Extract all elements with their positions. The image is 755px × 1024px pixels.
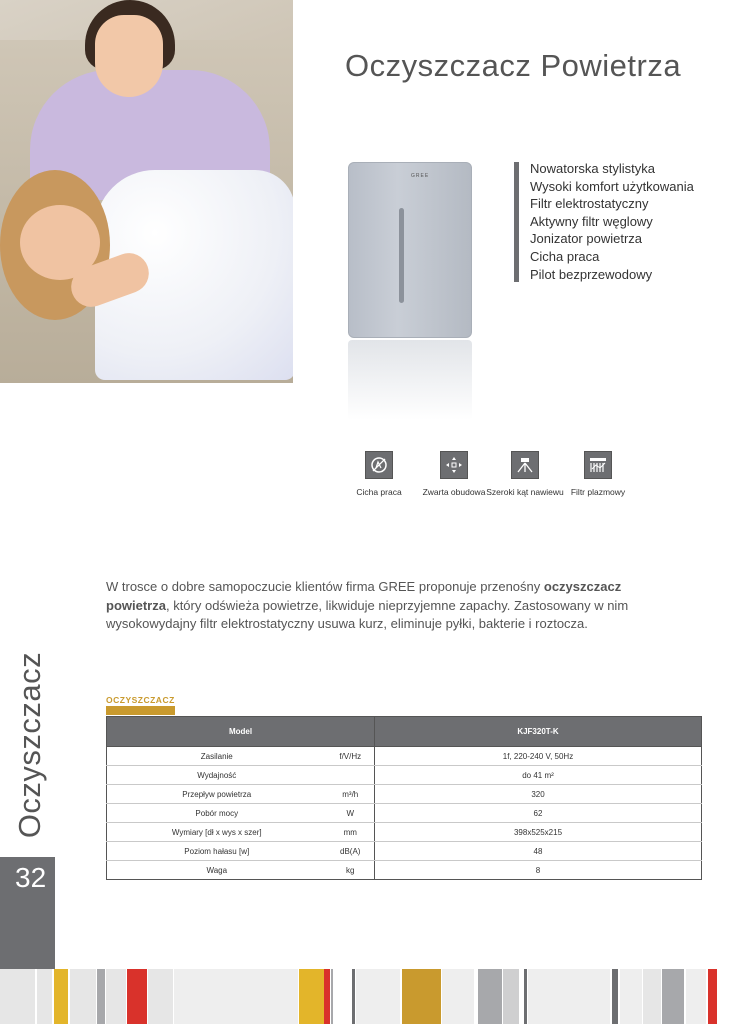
table-row	[107, 861, 702, 880]
spec-unit: m³/h	[327, 785, 375, 804]
spec-value: do 41 m²	[375, 766, 702, 785]
spec-value: 8	[375, 861, 702, 880]
feature-item: Nowatorska stylistyka	[530, 161, 655, 176]
table-row	[107, 785, 702, 804]
table-row	[107, 766, 702, 785]
feature-icon-compact	[414, 451, 494, 497]
spec-unit: dB(A)	[327, 842, 375, 861]
air-purifier-image	[348, 162, 472, 338]
icon-label: Zwarta obudowa	[422, 487, 486, 497]
feature-item: Cicha praca	[530, 248, 600, 264]
page-title: Oczyszczacz Powietrza	[345, 48, 682, 83]
sidebar-section-title	[10, 651, 50, 839]
spec-unit: kg	[327, 861, 375, 880]
wide-airflow-angle-icon	[511, 451, 539, 479]
spec-param: Wymiary [dł x wys x szer]	[107, 823, 327, 842]
plasma-filter-icon	[584, 451, 612, 479]
icon-label: Filtr plazmowy	[570, 487, 626, 497]
device-reflection	[348, 340, 472, 420]
feature-item: Aktywny filtr węglowy	[530, 213, 653, 229]
spec-unit	[327, 766, 375, 785]
table-row	[107, 842, 702, 861]
spec-table	[106, 716, 702, 880]
feature-item: Pilot bezprzewodowy	[530, 266, 653, 282]
spec-header-value: KJF320T-K	[375, 717, 702, 747]
spec-unit: mm	[327, 823, 375, 842]
spec-header-row	[107, 717, 702, 747]
spec-unit: W	[327, 804, 375, 823]
table-row	[107, 804, 702, 823]
spec-value: 398x525x215	[375, 823, 702, 842]
spec-param: Wydajność	[107, 766, 327, 785]
spec-param: Przepływ powietrza	[107, 785, 327, 804]
spec-value: 48	[375, 842, 702, 861]
decorative-stripes	[0, 969, 755, 1024]
page-number: 32	[15, 862, 47, 893]
intro-bold-text: oczyszczacz powietrza	[106, 579, 622, 613]
device-brand-label: GREE	[411, 173, 430, 179]
spec-header-model: Model	[107, 717, 375, 747]
intro-paragraph	[106, 578, 686, 634]
spec-unit: f/V/Hz	[327, 747, 375, 766]
feature-icon-plasma	[558, 451, 638, 497]
quiet-operation-icon	[365, 451, 393, 479]
feature-item: Filtr elektrostatyczny	[530, 196, 649, 212]
spec-param: Poziom hałasu [w]	[107, 842, 327, 861]
spec-section-underline	[106, 706, 175, 715]
feature-icon-wide-angle	[485, 451, 565, 497]
spec-value: 62	[375, 804, 702, 823]
spec-section-label: OCZYSZCZACZ	[106, 695, 175, 705]
table-row	[107, 747, 702, 766]
feature-list	[530, 160, 694, 283]
table-row	[107, 823, 702, 842]
intro-text: W trosce o dobre samopoczucie klientów firma GREE proponuje przenośny	[106, 579, 544, 594]
icon-label: Szeroki kąt nawiewu	[486, 487, 564, 497]
spec-value: 1f, 220-240 V, 50Hz	[375, 747, 702, 766]
icon-label: Cicha praca	[356, 487, 402, 497]
spec-param: Zasilanie	[107, 747, 327, 766]
feature-icon-quiet	[339, 451, 419, 497]
sidebar-word: Oczyszczacz	[12, 651, 47, 839]
hero-photo	[0, 0, 293, 383]
feature-item: Jonizator powietrza	[530, 231, 642, 247]
intro-text: , który odświeża powietrze, likwiduje nieprzyjemne zapachy. Zastosowany w nim wysokowydajny filtr elektrostatyczny usuwa kurz, eliminuje pyłki, bakterie i roztocza.	[106, 597, 629, 631]
feature-item: Wysoki komfort użytkowania	[530, 178, 694, 194]
compact-housing-icon	[440, 451, 468, 479]
spec-param: Waga	[107, 861, 327, 880]
page-number-box	[0, 857, 55, 969]
spec-value: 320	[375, 785, 702, 804]
spec-param: Pobór mocy	[107, 804, 327, 823]
features-accent-bar	[514, 162, 519, 282]
